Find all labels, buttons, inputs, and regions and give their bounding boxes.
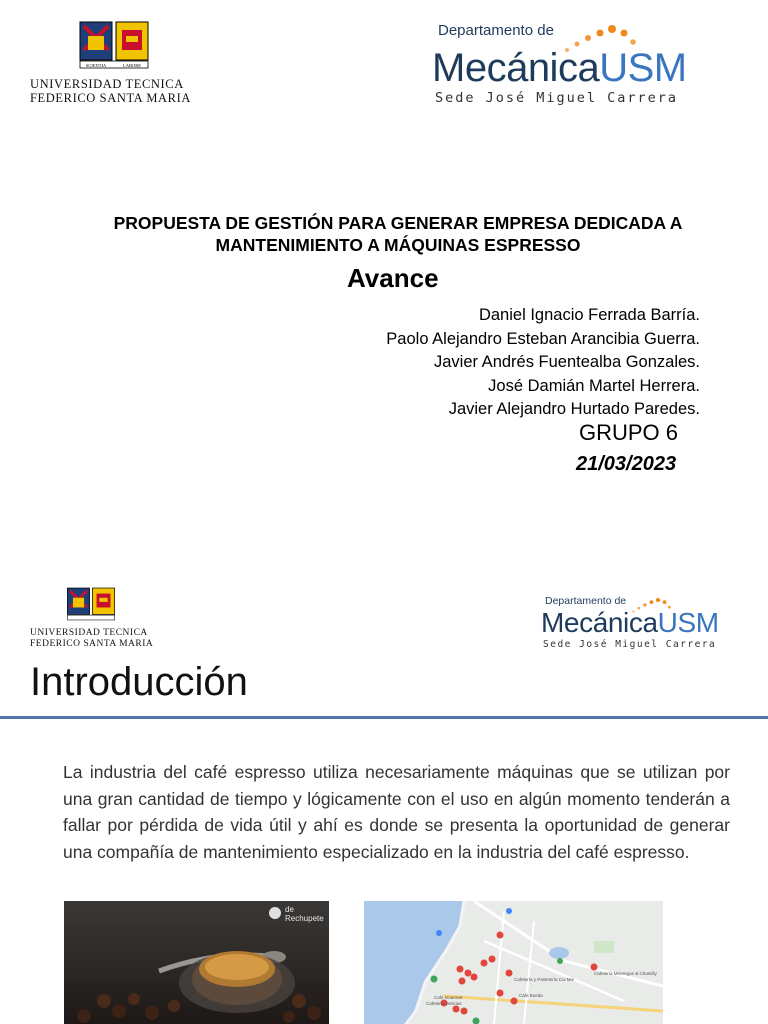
- photo-watermark: de Rechupete: [285, 905, 324, 923]
- university-small-line1: UNIVERSIDAD TECNICA: [30, 628, 148, 638]
- title-line-1: PROPUESTA DE GESTIÓN PARA GENERAR EMPRESA DEDICADA A: [113, 213, 683, 233]
- university-logo: [30, 20, 200, 110]
- motto-right: LABORE: [123, 63, 141, 68]
- department-logo-small: [540, 592, 730, 656]
- department-name-accent: USM: [599, 46, 687, 90]
- intro-paragraph: La industria del café espresso utiliza necesariamente máquinas que se utilizan por una gran cantidad de tiempo y lógicamente con el uso en algún momento tenderán a fallar por pérdida de vida útil y ahí es donde se presenta la oportunidad de generar una compañía de mantenimiento especializado en la industria del café espresso.: [63, 762, 730, 862]
- section-title: Introducción: [30, 660, 248, 704]
- subtitle: Avance: [347, 263, 439, 293]
- university-small-line2: FEDERICO SANTA MARIA: [30, 638, 154, 649]
- author-list: [280, 304, 700, 422]
- university-name-line2: FEDERICO SANTA MARIA: [30, 91, 192, 105]
- university-name-line1: UNIVERSIDAD TECNICA: [30, 77, 184, 91]
- map-label-5: Cafetería Delicias: [426, 1001, 462, 1006]
- map-label-3: Cafetería y Pastelería Cui Mie: [514, 977, 575, 982]
- university-shield-small-icon: [66, 586, 116, 622]
- espresso-photo: [64, 901, 329, 1024]
- author-5: Javier Alejandro Hurtado Paredes.: [448, 400, 700, 418]
- university-shield-icon: [78, 20, 150, 70]
- author-4: José Damián Martel Herrera.: [488, 376, 700, 395]
- map-label-2: Café Gourmet: [434, 995, 463, 1000]
- group-label: GRUPO 6: [579, 420, 679, 445]
- author-3: Javier Andrés Fuentealba Gonzales.: [434, 353, 700, 371]
- department-small-prefix: Departamento de: [545, 595, 627, 607]
- department-name-main: Mecánica: [432, 46, 600, 90]
- department-small-main: Mecánica: [541, 607, 658, 638]
- department-small-campus: Sede José Miguel Carrera: [543, 639, 717, 650]
- university-logo-small: [30, 586, 170, 656]
- map-graphic-icon: [364, 901, 663, 1024]
- department-prefix: Departamento de: [438, 22, 554, 39]
- department-campus: Sede José Miguel Carrera: [435, 90, 679, 106]
- map-label-4: Café Boeda: [519, 993, 543, 998]
- date-label: 21/03/2023: [576, 453, 677, 475]
- department-logo: [432, 18, 712, 113]
- title-line-2: MANTENIMIENTO A MÁQUINAS ESPRESSO: [215, 235, 581, 255]
- motto-left: SCIENTIA: [85, 63, 107, 68]
- author-2: Paolo Alejandro Esteban Arancibia Guerra.: [386, 329, 700, 348]
- title-divider: [0, 716, 768, 719]
- department-small-accent: USM: [657, 607, 719, 638]
- author-1: Daniel Ignacio Ferrada Barría.: [478, 306, 700, 324]
- document-title: [40, 212, 756, 256]
- map-label-1: Cafetería Merengue & Chantilly: [594, 971, 657, 976]
- cafe-map[interactable]: [364, 901, 663, 1024]
